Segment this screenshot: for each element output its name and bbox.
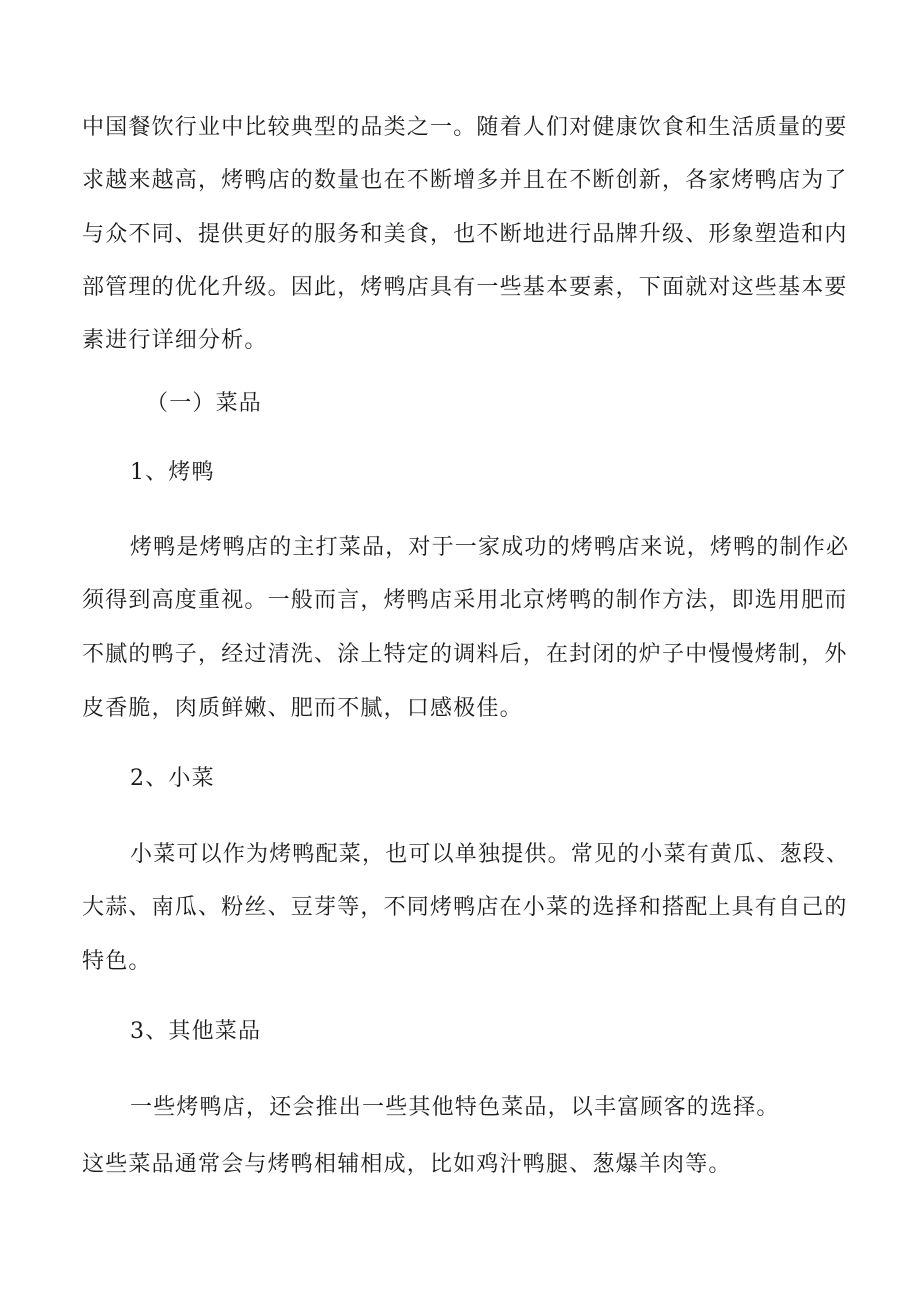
paragraph-line: 烤鸭是烤鸭店的主打菜品，对于一家成功的烤鸭店来说，烤鸭的制作必: [130, 535, 850, 560]
intro-line: 与众不同、提供更好的服务和美食，也不断地进行品牌升级、形象塑造和内: [82, 222, 848, 247]
intro-line: 求越来越高，烤鸭店的数量也在不断增多并且在不断创新，各家烤鸭店为了: [82, 168, 848, 193]
paragraph-line: 这些菜品通常会与烤鸭相辅相成，比如鸡汁鸭腿、葱爆羊肉等。: [82, 1152, 732, 1177]
paragraph-line: 大蒜、南瓜、粉丝、豆芽等，不同烤鸭店在小菜的选择和搭配上具有自己的: [82, 895, 848, 920]
paragraph-line: 小菜可以作为烤鸭配菜，也可以单独提供。常见的小菜有黄瓜、葱段、: [130, 842, 850, 867]
intro-line: 部管理的优化升级。因此，烤鸭店具有一些基本要素，下面就对这些基本要: [82, 275, 848, 300]
intro-line: 素进行详细分析。: [82, 328, 268, 353]
item-title-roast-duck: 1、烤鸭: [130, 460, 215, 485]
paragraph-line: 皮香脆，肉质鲜嫩、肥而不腻，口感极佳。: [82, 696, 523, 721]
paragraph-line: 须得到高度重视。一般而言，烤鸭店采用北京烤鸭的制作方法，即选用肥而: [82, 588, 848, 613]
section-heading: （一）菜品: [146, 391, 263, 416]
paragraph-line: 一些烤鸭店，还会推出一些其他特色菜品，以丰富顾客的选择。: [130, 1095, 780, 1120]
item-title-other-dishes: 3、其他菜品: [130, 1019, 262, 1044]
item-title-side-dishes: 2、小菜: [130, 766, 215, 791]
paragraph-line: 不腻的鸭子，经过清洗、涂上特定的调料后，在封闭的炉子中慢慢烤制，外: [82, 642, 848, 667]
intro-line: 中国餐饮行业中比较典型的品类之一。随着人们对健康饮食和生活质量的要: [82, 115, 848, 140]
paragraph-line: 特色。: [82, 949, 152, 974]
